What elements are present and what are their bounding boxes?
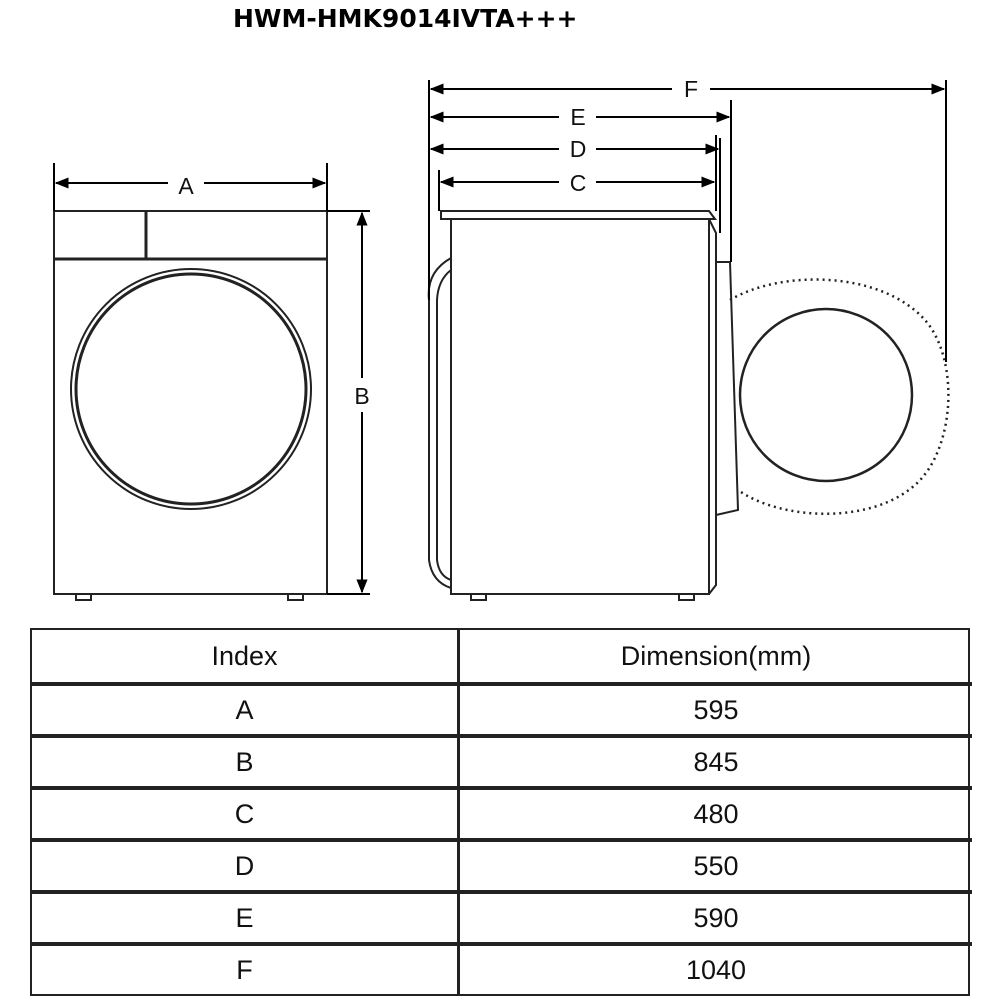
dim-label-f: F [683, 76, 699, 102]
row-index: A [32, 682, 460, 734]
front-foot-left [76, 594, 91, 600]
row-value: 480 [460, 786, 972, 838]
header-index: Index [32, 630, 460, 682]
side-top-panel [441, 211, 715, 219]
row-value: 595 [460, 682, 972, 734]
row-value: 845 [460, 734, 972, 786]
row-index: B [32, 734, 460, 786]
door-bulge-side [429, 258, 451, 588]
row-index: D [32, 838, 460, 890]
model-title: HWM-HMK9014IVTA+++ [233, 4, 578, 33]
side-view [429, 211, 949, 600]
door-outer-ring [71, 269, 311, 509]
side-foot-left [471, 594, 486, 600]
open-door-glass [740, 309, 912, 481]
open-door-hinge-frame [716, 262, 738, 515]
front-foot-right [288, 594, 303, 600]
row-value: 590 [460, 890, 972, 942]
row-value: 550 [460, 838, 972, 890]
side-body-right-edge [709, 219, 716, 594]
open-door-swing [730, 280, 948, 514]
dimension-table [30, 628, 970, 996]
side-body-outline [451, 219, 709, 594]
row-index: C [32, 786, 460, 838]
row-index: F [32, 942, 460, 994]
door-bulge-inner [437, 270, 451, 580]
header-dimension: Dimension(mm) [620, 640, 812, 671]
dim-label-d: D [569, 136, 587, 162]
dim-label-a: A [178, 173, 194, 199]
front-view [54, 211, 327, 600]
dim-label-c: C [569, 170, 587, 196]
side-foot-right [679, 594, 694, 600]
row-index: E [32, 890, 460, 942]
dim-label-e: E [570, 104, 586, 130]
dim-label-b: B [354, 383, 370, 409]
row-value: 1040 [460, 942, 972, 994]
door-inner-ring [76, 274, 306, 504]
